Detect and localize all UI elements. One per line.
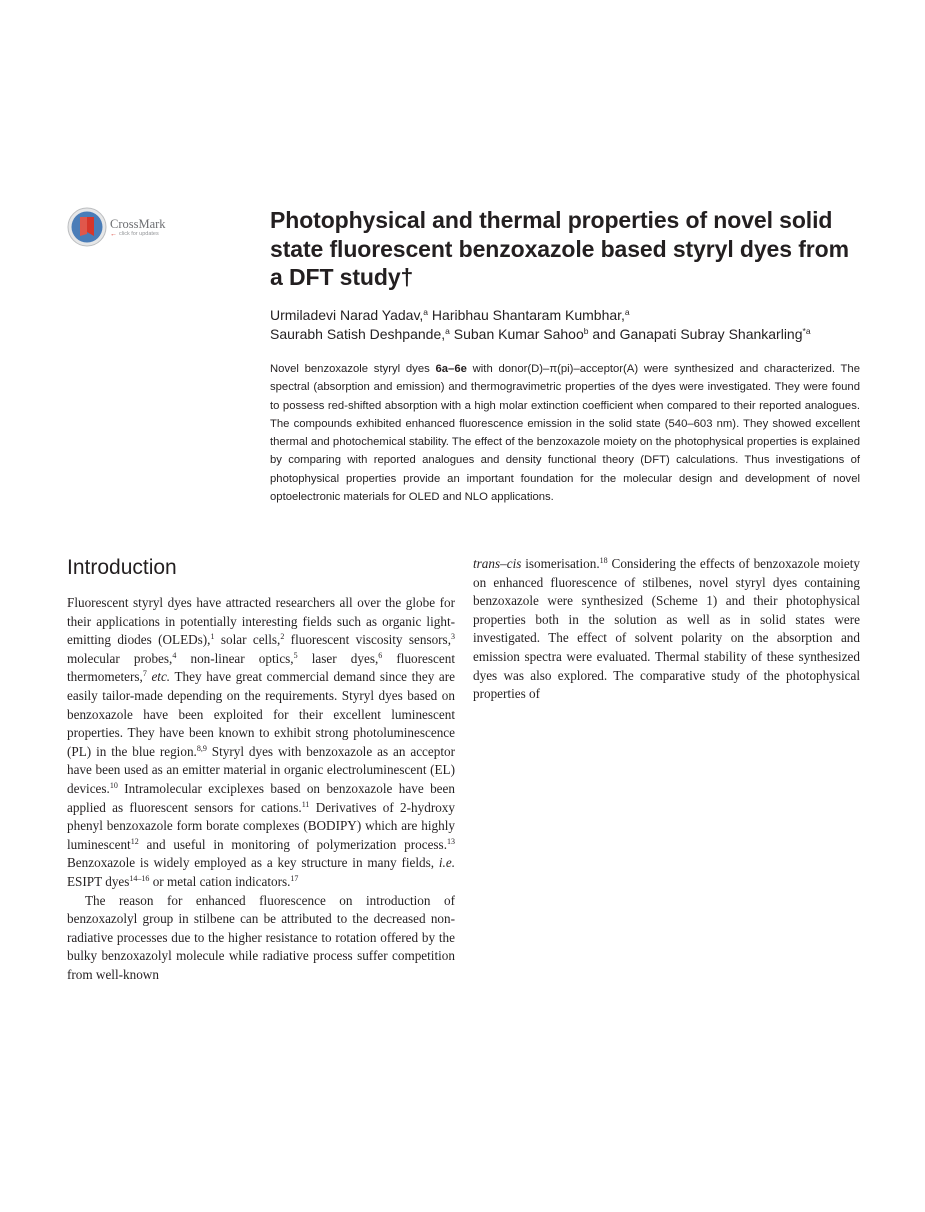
compound-label: 6a–6e <box>435 363 467 375</box>
body-text: Considering the effects of benzoxazole moiety on enhanced fluorescence of stilbenes, novel styryl dyes containing benzoxazole were synthesized (Scheme 1) and their photophysical properties both in the solution as well as in solid states were investigated. The effect of solvent polarity on the absorption and emission spectra were evaluated. Thermal stability of these synthesized dyes was also explored. The comparative study of the photophysical properties of <box>473 556 860 702</box>
citation[interactable]: 8,9 <box>196 743 207 753</box>
body-column-left <box>67 594 455 984</box>
body-text: Benzoxazole is widely employed as a key structure in many fields, <box>67 855 439 871</box>
body-text-italic: etc. <box>151 669 171 685</box>
abstract-text: Novel benzoxazole styryl dyes <box>270 363 436 375</box>
affiliation-mark: a <box>445 326 450 336</box>
citation[interactable]: 18 <box>599 556 608 565</box>
arrow-left-icon: ← <box>110 230 117 238</box>
author-line-1 <box>270 306 870 325</box>
citation[interactable]: 17 <box>290 873 299 883</box>
crossmark-subtitle <box>110 231 166 238</box>
affiliation-mark: *a <box>802 326 811 336</box>
paragraph-continued <box>473 555 860 704</box>
citation[interactable]: 1 <box>210 632 215 642</box>
citation[interactable]: 12 <box>130 836 139 846</box>
body-text: laser dyes, <box>311 650 379 666</box>
abstract <box>270 360 860 506</box>
affiliation-mark: a <box>624 307 630 317</box>
body-text: non-linear optics, <box>176 650 294 666</box>
author-name: Urmiladevi Narad Yadav, <box>270 307 424 323</box>
author-name: Haribhau Shantaram Kumbhar, <box>428 307 625 323</box>
citation[interactable]: 7 <box>142 669 147 679</box>
body-text: fluorescent viscosity sensors, <box>284 632 451 648</box>
crossmark-icon <box>67 207 107 247</box>
paper-title: Photophysical and thermal properties of novel solid state fluorescent benzoxazole based styryl dyes from a DFT study† <box>270 207 849 290</box>
paragraph <box>67 594 455 892</box>
author-name: Saurabh Satish Deshpande, <box>270 326 446 342</box>
citation[interactable]: 5 <box>293 650 298 660</box>
citation[interactable]: 4 <box>172 650 177 660</box>
crossmark-subtitle-text: click for updates <box>119 230 159 237</box>
body-text: Fluorescent styryl dyes have attracted researchers all over the globe for their applications in potentially interesting fields such as organic light-emitting diodes (OLEDs), <box>67 595 455 648</box>
citation[interactable]: 13 <box>447 836 455 846</box>
citation[interactable]: 3 <box>451 632 455 642</box>
affiliation-mark: b <box>583 326 589 336</box>
citation[interactable]: 10 <box>109 780 118 790</box>
body-text: fluorescent thermometers, <box>67 650 455 685</box>
citation[interactable]: 6 <box>378 650 383 660</box>
abstract-text: with donor(D)–π(pi)–acceptor(A) were synthesized and characterized. The spectral (absorption and emission) and thermogravimetric properties of the dyes were investigated. They were found to possess red-shifted absorption with a high molar extinction coefficient when compared to their reported analogues. The compounds exhibited enhanced fluorescence emission in the solid state (540–603 nm). They showed excellent thermal and photochemical stability. The effect of the benzoxazole moiety on the photophysical properties is explained by comparing with reported analogues and density functional theory (DFT) calculations. Thus investigations of photophysical properties provide an important foundation for the molecular design and development of novel optoelectronic materials for OLED and NLO applications. <box>270 363 860 504</box>
body-text: and useful in monitoring of polymerization process. <box>138 836 447 852</box>
body-text: Styryl dyes with benzoxazole as an acceptor have been used as an emitter material in organic electroluminescent (EL) devices. <box>67 743 455 796</box>
author-list <box>270 306 870 344</box>
body-text: solar cells, <box>214 632 281 648</box>
body-column-right <box>473 555 860 704</box>
body-text: Intramolecular exciplexes based on benzoxazole have been applied as fluorescent sensors for cations. <box>67 780 455 815</box>
body-text-italic: i.e. <box>438 855 455 871</box>
section-heading-introduction: Introduction <box>67 556 177 579</box>
author-name: and Ganapati Subray Shankarling <box>588 326 803 342</box>
body-text-italic: trans–cis <box>473 556 522 571</box>
body-text: Derivatives of 2-hydroxy phenyl benzoxazole form borate complexes (BODIPY) which are highly luminescent <box>67 799 455 852</box>
body-text: ESIPT dyes <box>67 873 130 889</box>
crossmark-badge[interactable] <box>67 207 177 247</box>
crossmark-title: CrossMark <box>110 216 166 231</box>
body-text: molecular probes, <box>67 650 173 666</box>
paragraph <box>67 892 455 985</box>
body-text: They have great commercial demand since they are easily tailor-made depending on the requirements. Styryl dyes based on benzoxazole have been exploited for their excellent luminescent properties. They have been known to exhibit strong photoluminescence (PL) in the blue region. <box>67 669 456 759</box>
citation[interactable]: 14–16 <box>129 873 150 883</box>
author-line-2 <box>270 325 870 344</box>
author-name: Suban Kumar Sahoo <box>449 326 584 342</box>
body-text: The reason for enhanced fluorescence on introduction of benzoxazolyl group in stilbene can be attributed to the decreased non-radiative processes due to the higher resistance to rotation offered by the bulky benzoxazolyl molecule while radiative process suffer competition from well-known <box>67 892 455 982</box>
citation[interactable]: 11 <box>301 799 310 809</box>
citation[interactable]: 2 <box>280 632 285 642</box>
body-text: or metal cation indicators. <box>149 873 291 889</box>
affiliation-mark: a <box>423 307 429 317</box>
body-text: isomerisation. <box>521 556 600 571</box>
